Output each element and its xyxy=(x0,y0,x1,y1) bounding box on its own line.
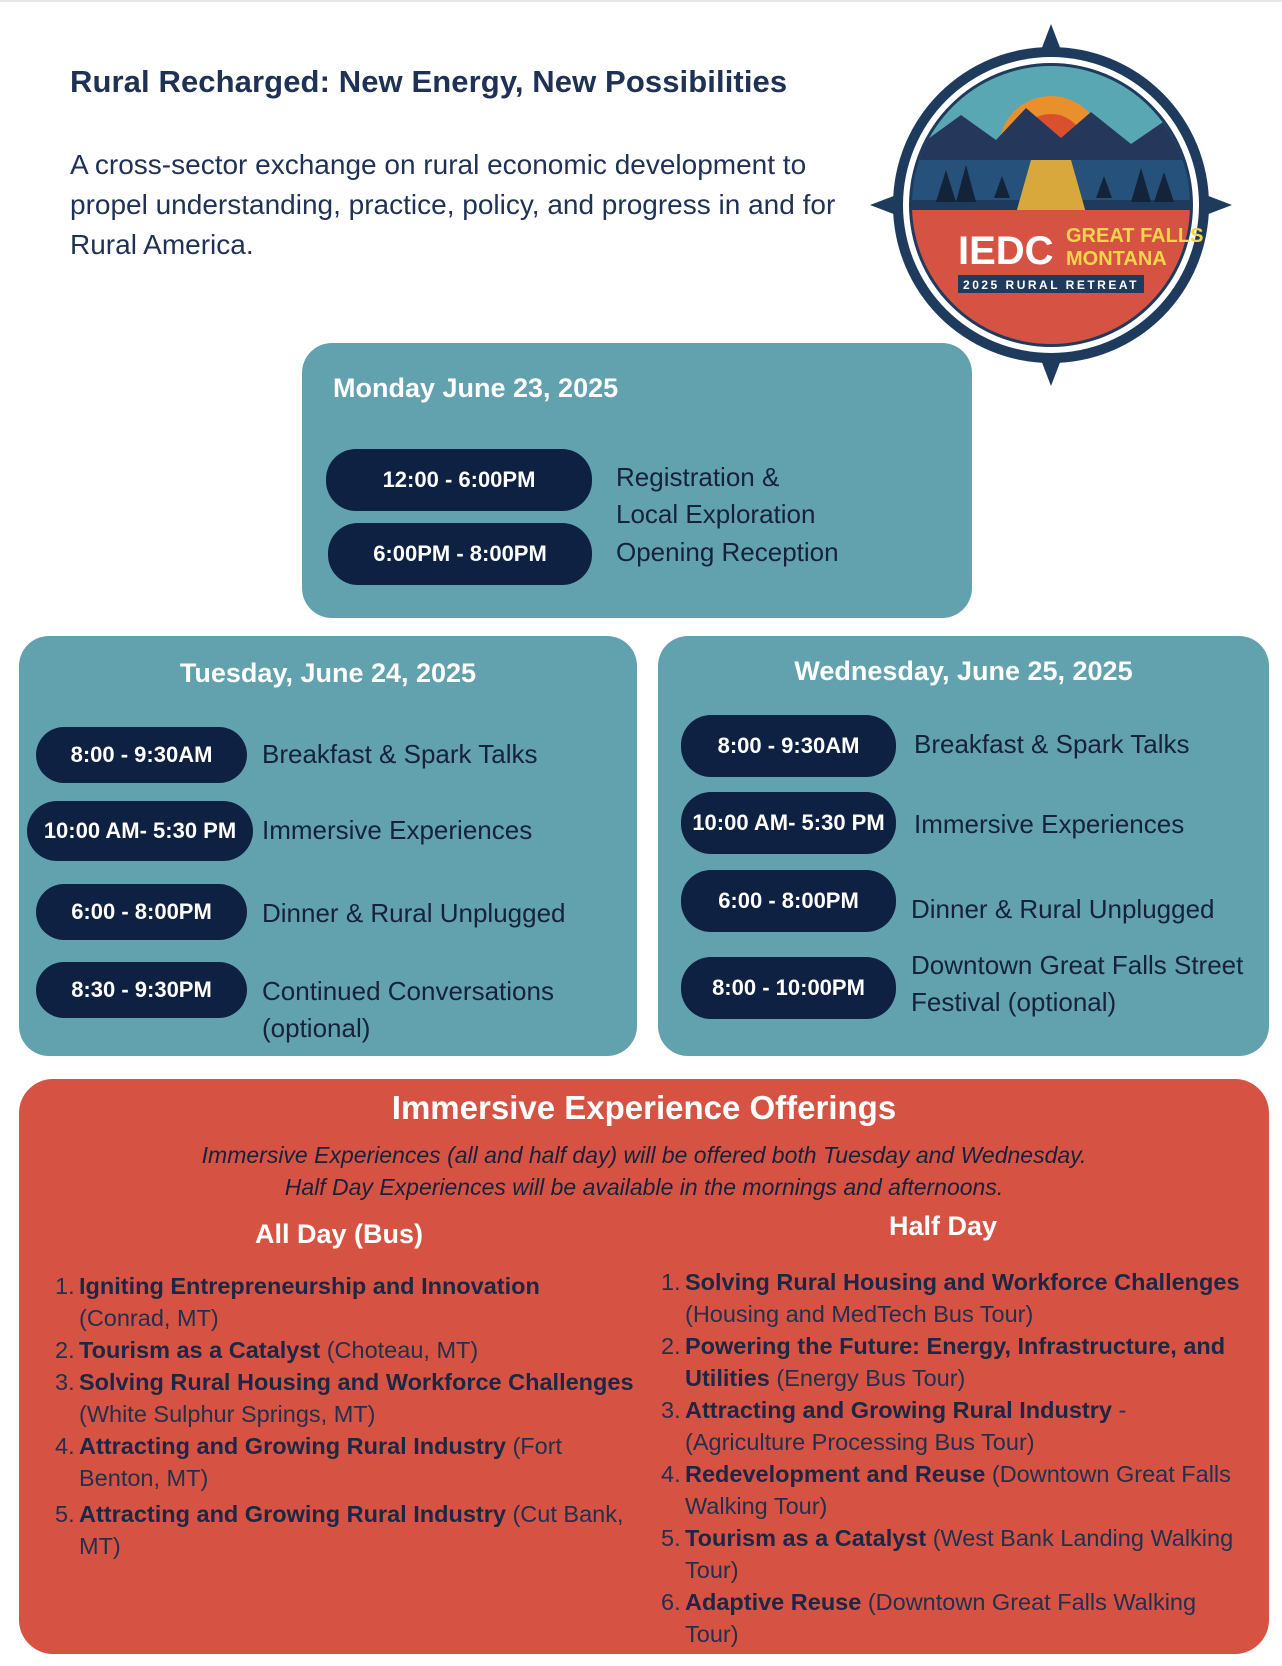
tuesday-time-pill-4: 8:30 - 9:30PM xyxy=(36,962,247,1018)
list-item: 2. Powering the Future: Energy, Infrastructure, and Utilities (Energy Bus Tour) xyxy=(661,1333,1226,1391)
monday-time-pill-2: 6:00PM - 8:00PM xyxy=(328,523,592,585)
page-subtitle: A cross-sector exchange on rural economic development to propel understanding, practice, policy, and progress in and for Rural America. xyxy=(70,149,836,260)
monday-event-2: Local Exploration xyxy=(616,499,816,529)
list-item: 1. Igniting Entrepreneurship and Innovation (Conrad, MT) xyxy=(55,1273,540,1331)
wednesday-event-2: Immersive Experiences xyxy=(914,809,1185,839)
wednesday-event-1: Breakfast & Spark Talks xyxy=(914,729,1190,759)
monday-panel xyxy=(302,343,972,618)
wednesday-event-4-note: Festival (optional) xyxy=(911,987,1117,1017)
list-item: 6. Adaptive Reuse (Downtown Great Falls Walking Tour) xyxy=(661,1589,1197,1647)
list-item: 1. Solving Rural Housing and Workforce Challenges (Housing and MedTech Bus Tour) xyxy=(661,1269,1240,1327)
tuesday-time-pill-2: 10:00 AM- 5:30 PM xyxy=(27,801,253,861)
logo-brand: IEDC xyxy=(958,229,1054,273)
half-day-heading: Half Day xyxy=(889,1211,998,1241)
list-item: 5. Tourism as a Catalyst (West Bank Landing Walking Tour) xyxy=(661,1525,1234,1583)
offerings-panel xyxy=(19,1079,1269,1654)
tuesday-event-2: Immersive Experiences xyxy=(262,815,533,845)
offerings-note-2: Half Day Experiences will be available in the mornings and afternoons. xyxy=(284,1174,1004,1200)
logo-tagline: 2025 RURAL RETREAT xyxy=(963,278,1139,292)
monday-time-pill-1: 12:00 - 6:00PM xyxy=(326,449,592,511)
list-item: 5. Attracting and Growing Rural Industry (Cut Bank, MT) xyxy=(55,1501,624,1559)
tuesday-title: Tuesday, June 24, 2025 xyxy=(179,658,477,688)
list-item: 4. Attracting and Growing Rural Industry (Fort Benton, MT) xyxy=(55,1433,563,1491)
offerings-note-1: Immersive Experiences (all and half day) will be offered both Tuesday and Wednesday. xyxy=(201,1142,1087,1168)
top-divider xyxy=(0,0,1282,2)
list-item: 3. Attracting and Growing Rural Industry - (Agriculture Processing Bus Tour) xyxy=(661,1397,1127,1455)
wednesday-time-pill-3: 6:00 - 8:00PM xyxy=(681,870,896,932)
iedc-retreat-logo xyxy=(866,20,1236,390)
monday-title: Monday June 23, 2025 xyxy=(333,373,619,403)
page-title: Rural Recharged: New Energy, New Possibilities xyxy=(70,64,788,99)
offerings-note xyxy=(19,1139,1269,1203)
logo-line2: MONTANA xyxy=(1066,248,1167,270)
tuesday-event-4: Continued Conversations xyxy=(262,976,554,1006)
wednesday-time-pill-2: 10:00 AM- 5:30 PM xyxy=(681,792,896,854)
list-item: 2. Tourism as a Catalyst (Choteau, MT) xyxy=(55,1337,479,1363)
wednesday-title: Wednesday, June 25, 2025 xyxy=(794,656,1133,686)
wednesday-time-pill-1: 8:00 - 9:30AM xyxy=(681,715,896,777)
monday-event-1: Registration & xyxy=(616,462,780,492)
all-day-list xyxy=(55,1270,665,1562)
wednesday-time-pill-4: 8:00 - 10:00PM xyxy=(681,957,896,1019)
list-item: 4. Redevelopment and Reuse (Downtown Great Falls Walking Tour) xyxy=(661,1461,1231,1519)
logo-line1: GREAT FALLS xyxy=(1066,225,1204,247)
list-item: 3. Solving Rural Housing and Workforce Challenges (White Sulphur Springs, MT) xyxy=(55,1369,634,1427)
tuesday-event-4-note: (optional) xyxy=(262,1013,371,1043)
tuesday-panel xyxy=(19,636,637,1056)
tuesday-event-1: Breakfast & Spark Talks xyxy=(262,739,538,769)
offerings-title: Immersive Experience Offerings xyxy=(391,1089,897,1126)
wednesday-event-4: Downtown Great Falls Street xyxy=(911,950,1244,980)
tuesday-time-pill-3: 6:00 - 8:00PM xyxy=(36,884,247,940)
tuesday-time-pill-1: 8:00 - 9:30AM xyxy=(36,727,247,783)
tuesday-event-3: Dinner & Rural Unplugged xyxy=(262,898,566,928)
wednesday-event-3: Dinner & Rural Unplugged xyxy=(911,894,1215,924)
wednesday-panel xyxy=(658,636,1269,1056)
monday-event-3: Opening Reception xyxy=(616,537,839,567)
half-day-list xyxy=(661,1266,1261,1650)
all-day-heading: All Day (Bus) xyxy=(255,1219,424,1249)
